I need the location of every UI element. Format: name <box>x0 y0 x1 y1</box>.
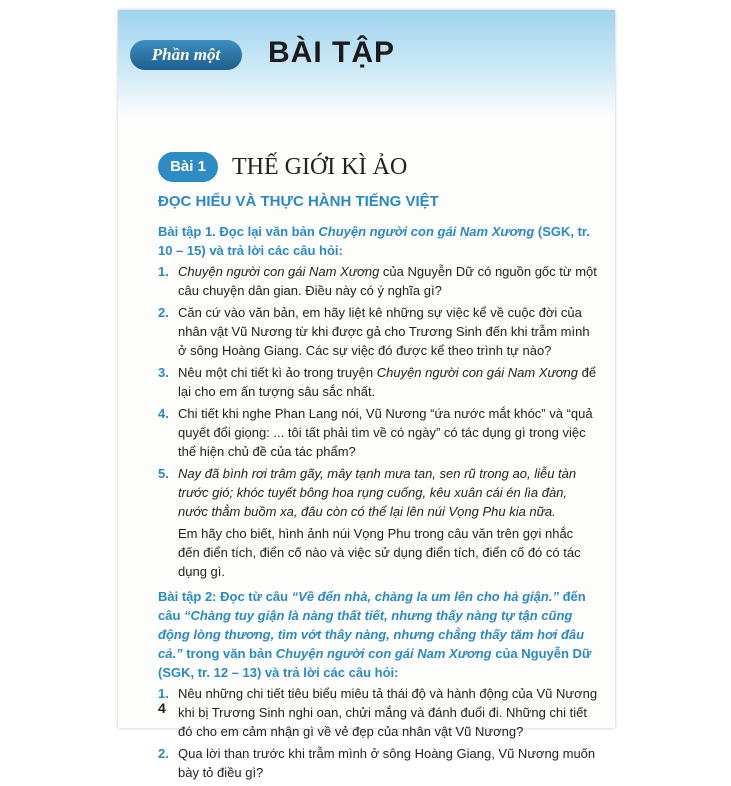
book-page <box>118 10 615 780</box>
lesson-title: THẾ GIỚI KÌ ẢO <box>232 153 408 180</box>
list-item: 3. Nêu một chi tiết kì ảo trong truyện Chuyện người con gái Nam Xương để lại cho em ấn tượng sâu sắc nhất. <box>158 365 597 399</box>
list-item: 2. Qua lời than trước khi trẫm mình ở sông Hoàng Giang, Vũ Nương muốn bày tỏ điều gì? <box>158 746 596 780</box>
exercise-2-heading: Bài tập 2: Đọc từ câu “Về đến nhà, chàng la um lên cho hả giận.” đến câu “Chàng tuy giận là nàng thất tiết, nhưng thấy nàng tự tận cũng động lòng thương, tìm vớt thây nàng, nhưng chẳng thấy tăm hơi đâu cả.” trong văn bản Chuyện người con gái Nam Xương của Nguyễn Dữ (SGK, tr. 12 – 13) và trả lời các câu hỏi: <box>158 589 592 680</box>
lesson-heading <box>158 145 407 189</box>
list-item: 1. Nêu những chi tiết tiêu biểu miêu tả thái độ và hành động của Vũ Nương khi bị Trương Sinh nghi oan, chửi mắng và đánh đuổi đi. Những chi tiết đó cho em cảm nhận gì về vẻ đẹp của nhân vật Vũ Nương? <box>158 686 598 739</box>
page-number: 4 <box>158 700 166 716</box>
list-item: 5. Nay đã bình rơi trâm gãy, mây tạnh mưa tan, sen rũ trong ao, liễu tàn trước gió; khóc tuyết bông hoa rụng cuống, kêu xuân cái én lìa đàn, nước thẳm buồm xa, đâu còn có thể lại lên núi Vọng Phu kia nữa. <box>158 466 577 519</box>
section-title: ĐỌC HIỂU VÀ THỰC HÀNH TIẾNG VIỆT <box>158 193 439 210</box>
list-item: 4. Chi tiết khi nghe Phan Lang nói, Vũ Nương “ứa nước mắt khóc” và “quả quyết đổi giọng: ... tôi tất phải tìm về có ngày” có tác dụng gì trong việc thể hiện chủ đề của tác phẩm? <box>158 406 593 459</box>
exercise-1-heading: Bài tập 1. Đọc lại văn bản Chuyện người con gái Nam Xương (SGK, tr. 10 – 15) và trả lời các câu hỏi: <box>158 224 590 258</box>
exercise-2-questions <box>158 684 598 782</box>
part-title: BÀI TẬP <box>268 36 395 69</box>
question-5-follow-up: Em hãy cho biết, hình ảnh núi Vọng Phu trong câu văn trên gợi nhắc đến điển tích, điển cố nào và việc sử dụng điển tích, điển cố đó có tác dụng gì. <box>178 526 581 579</box>
lesson-badge: Bài 1 <box>158 152 218 182</box>
page-content <box>158 222 598 786</box>
header-banner <box>118 10 615 118</box>
list-item: 1. Chuyện người con gái Nam Xương của Nguyễn Dữ có nguồn gốc từ một câu chuyện dân gian. Điều này có ý nghĩa gì? <box>158 264 597 298</box>
exercise-1-questions <box>158 262 598 581</box>
list-item: 2. Căn cứ vào văn bản, em hãy liệt kê những sự việc kể về cuộc đời của nhân vật Vũ Nương từ khi được gả cho Trương Sinh đến khi trẫm mình ở sông Hoàng Giang. Các sự việc đó được kể theo trình tự nào? <box>158 305 590 358</box>
part-label: Phần một <box>130 40 242 70</box>
